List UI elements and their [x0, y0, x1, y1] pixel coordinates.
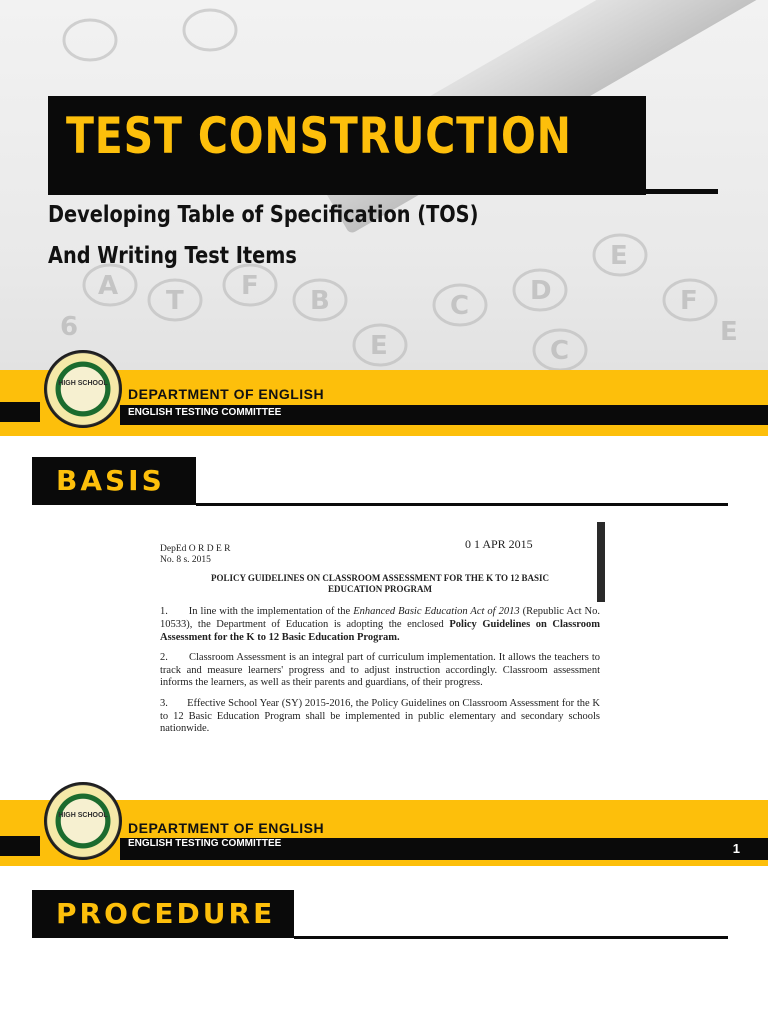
svg-text:E: E — [370, 331, 388, 361]
paragraph-3-text: Effective School Year (SY) 2015-2016, the Policy Guidelines on Classroom Assessment for the K to 12 Basic Education Program shall be implemented in public elementary and secondary schools nationwide. — [160, 697, 600, 735]
committee-name-2: ENGLISH TESTING COMMITTEE — [128, 838, 282, 849]
cover-slide — [0, 0, 768, 436]
paragraph-3-number: 3. — [160, 697, 168, 709]
order-title-line-2: EDUCATION PROGRAM — [327, 583, 433, 594]
paragraph-1-act-title: Enhanced Basic Education Act of 2013 — [353, 606, 520, 618]
order-label: DepEd O R D E R — [160, 544, 231, 554]
paragraph-3 — [160, 698, 600, 736]
school-seal-logo — [44, 350, 122, 428]
order-number: No. 8 s. 2015 — [160, 555, 211, 566]
school-seal-logo-2 — [44, 782, 122, 860]
footer-dark-left — [0, 402, 40, 422]
svg-text:C: C — [550, 336, 570, 366]
paragraph-2-text: Classroom Assessment is an integral part of curriculum implementation. It allows the teachers to track and measure learners' progress and to adjust instruction accordingly. Classroom assessment informs the learners, as well as their parents and guardians, of their progress. — [160, 652, 601, 689]
section-heading-basis: BASIS — [32, 457, 196, 505]
svg-text:C: C — [450, 291, 470, 321]
section-heading-rule — [196, 503, 728, 506]
slide-title: TEST CONSTRUCTION — [66, 107, 572, 165]
title-underline — [640, 189, 718, 194]
svg-text:F: F — [680, 286, 698, 316]
seal-lettering-2: HIGH SCHOOL — [58, 812, 108, 819]
section-heading-procedure: PROCEDURE — [32, 890, 294, 938]
svg-text:E: E — [610, 241, 628, 271]
deped-order-document — [160, 520, 600, 744]
department-name-2: DEPARTMENT OF ENGLISH — [128, 820, 325, 836]
page-number: 1 — [732, 841, 740, 856]
svg-text:D: D — [530, 276, 552, 306]
paragraph-1-number: 1. — [160, 606, 168, 618]
footer-dark-left-2 — [0, 836, 40, 856]
paragraph-1-text-a: In line with the implementation of the — [188, 606, 354, 618]
paragraph-1-text-b: (Republic Act No. 10533), the Department of Education is adopting the enclosed — [160, 606, 600, 630]
paragraph-2-number: 2. — [160, 652, 168, 664]
svg-text:B: B — [310, 286, 330, 316]
order-date: 0 1 APR 2015 — [465, 537, 533, 551]
svg-text:T: T — [166, 286, 184, 316]
department-name: DEPARTMENT OF ENGLISH — [128, 386, 325, 402]
paragraph-1-emphasis: Policy Guidelines on Classroom Assessment for the K to 12 Basic Education Program. — [160, 618, 600, 643]
svg-text:E: E — [720, 317, 738, 347]
svg-text:F: F — [241, 271, 259, 301]
paragraph-1 — [160, 606, 600, 644]
section-heading-rule-2 — [294, 936, 728, 939]
order-title-line-1: POLICY GUIDELINES ON CLASSROOM ASSESSMENT FOR THE K TO 12 BASIC — [210, 572, 550, 583]
paragraph-2 — [160, 652, 600, 690]
svg-text:6: 6 — [60, 312, 79, 342]
seal-lettering: HIGH SCHOOL — [58, 380, 108, 387]
svg-text:A: A — [98, 271, 119, 301]
subtitle-line-2: And Writing Test Items — [48, 243, 297, 269]
subtitle-line-1: Developing Table of Specification (TOS) — [48, 202, 479, 228]
committee-name: ENGLISH TESTING COMMITTEE — [128, 407, 282, 418]
